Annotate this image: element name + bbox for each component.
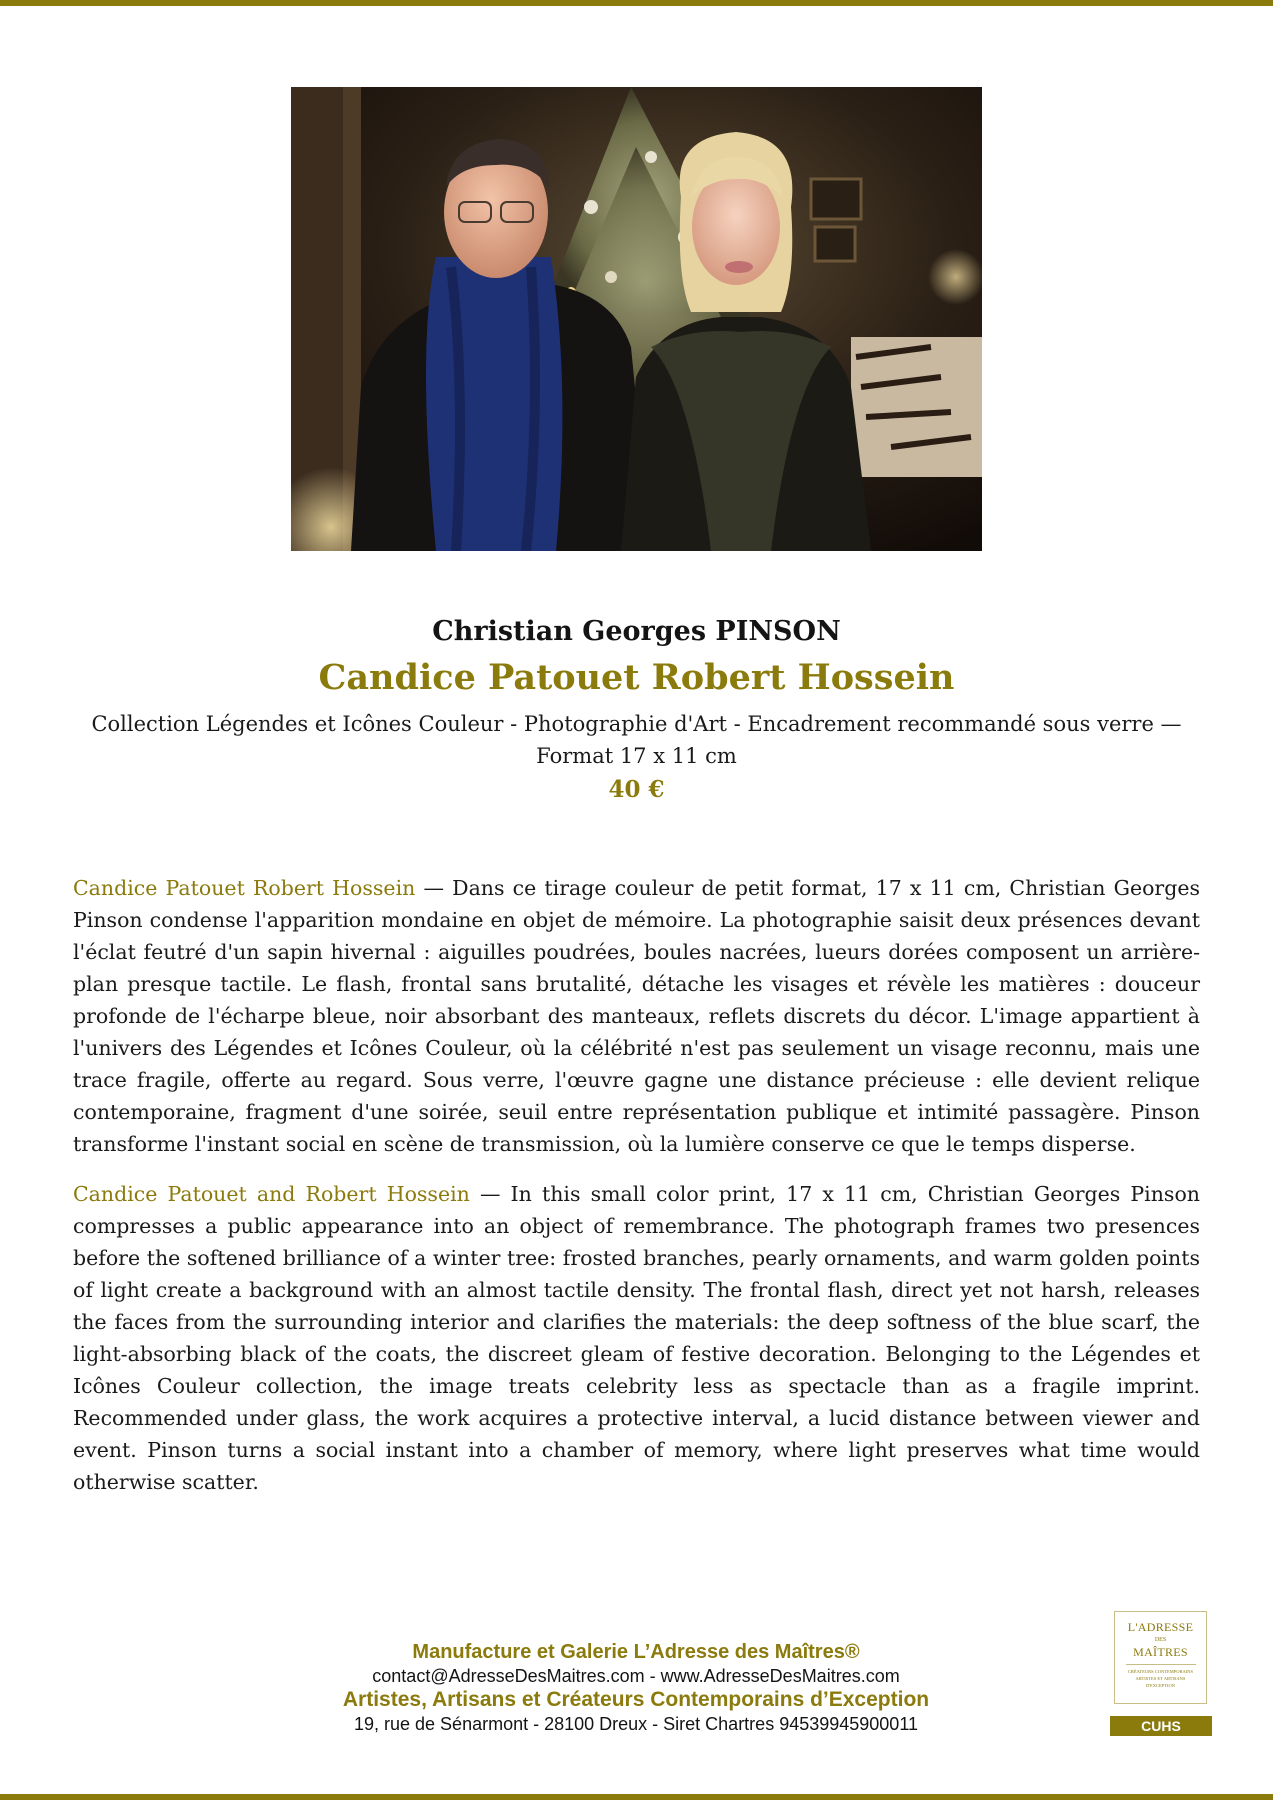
logo-badge: CUHS <box>1110 1716 1212 1736</box>
artwork-price: 40 € <box>608 776 665 803</box>
logo-divider <box>1126 1664 1196 1665</box>
footer <box>300 1640 972 1736</box>
footer-tagline: Artistes, Artisans et Créateurs Contemporains d’Exception <box>342 1688 930 1711</box>
artwork-photo <box>291 87 982 551</box>
artwork-title: Candice Patouet Robert Hossein <box>318 657 955 698</box>
description-fr-text: — Dans ce tirage couleur de petit format, 17 x 11 cm, Christian Georges Pinson condense l'apparition mondaine en objet de mémoire. La photographie saisit deux présences devant l'éclat feutré d'un sapin hivernal : aiguilles poudrées, boules nacrées, lueurs dorées composent un arrière-plan presque tactile. Le flash, frontal sans brutalité, détache les visages et révèle les matières : douceur profonde de l'écharpe bleue, noir absorbant des manteaux, reflets discrets du décor. L'image appartient à l'univers des Légendes et Icônes Couleur, où la célébrité n'est pas seulement un visage reconnu, mais une trace fragile, offerte au regard. Sous verre, l'œuvre gagne une distance précieuse : elle devient relique contemporaine, fragment d'une soirée, seuil entre représentation publique et intimité passagère. Pinson transforme l'instant social en scène de transmission, où la lumière conserve ce que le temps disperse. <box>73 876 1200 1156</box>
footer-gallery: Manufacture et Galerie L’Adresse des Maîtres® <box>412 1641 860 1663</box>
bottom-rule <box>0 1794 1273 1800</box>
description-fr <box>73 872 1200 1160</box>
footer-contact: contact@AdresseDesMaitres.com - www.AdresseDesMaitres.com <box>372 1666 900 1686</box>
artist-name: Christian Georges PINSON <box>432 616 841 647</box>
description <box>73 872 1200 1516</box>
gallery-logo <box>1114 1611 1207 1704</box>
description-en-lead: Candice Patouet and Robert Hossein <box>73 1182 470 1206</box>
logo-line-2: DES <box>1154 1637 1167 1643</box>
description-en-text: — In this small color print, 17 x 11 cm, Christian Georges Pinson compresses a public appearance into an object of remembrance. The photograph frames two presences before the softened brilliance of a winter tree: frosted branches, pearly ornaments, and warm golden points of light create a background with an almost tactile density. The frontal flash, direct yet not harsh, releases the faces from the surrounding interior and clarifies the materials: the deep softness of the blue scarf, the light-absorbing black of the coats, the discreet gleam of festive decoration. Belonging to the Légendes et Icônes Couleur collection, the image treats celebrity less as spectacle than as a fragile imprint. Recommended under glass, the work acquires a protective interval, a lucid distance between viewer and event. Pinson turns a social instant into a chamber of memory, where light preserves what time would otherwise scatter. <box>73 1182 1200 1494</box>
description-fr-lead: Candice Patouet Robert Hossein <box>73 876 416 900</box>
artwork-header <box>73 612 1200 806</box>
logo-line-1: L'ADRESSE <box>1127 1620 1194 1634</box>
artwork-subtitle: Collection Légendes et Icônes Couleur - Photographie d'Art - Encadrement recommandé sous verre — Format 17 x 11 cm <box>91 712 1182 768</box>
description-en <box>73 1178 1200 1498</box>
top-rule <box>0 0 1273 6</box>
logo-line-3: MAÎTRES <box>1133 1645 1188 1659</box>
logo-line-4: CRÉATEURS CONTEMPORAINS ARTISTES ET ARTISANS D'EXCEPTION <box>1127 1669 1194 1688</box>
footer-address: 19, rue de Sénarmont - 28100 Dreux - Siret Chartres 94539945900011 <box>353 1714 919 1734</box>
